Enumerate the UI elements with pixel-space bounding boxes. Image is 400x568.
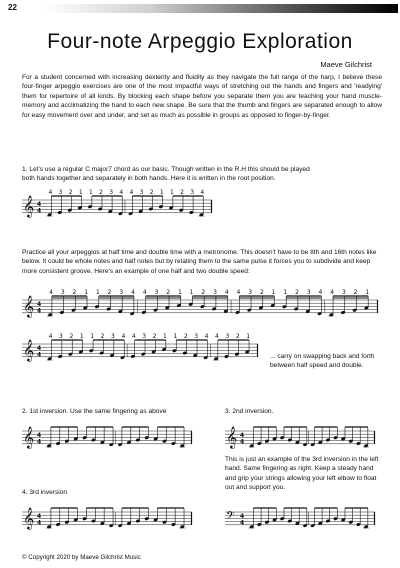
fingering-number: 2: [107, 289, 112, 296]
section-3-note: This is just an example of the 3rd inversion in the left hand. Same fingering as right. Keep a steady hand and grip your strings allowing your left elbow to float out and support you.: [225, 456, 379, 492]
staff-practice-line-2: [22, 332, 258, 368]
fingering-number: 3: [194, 333, 199, 340]
carry-on-text: ... carry on swapping back and forth between half speed and double.: [270, 353, 375, 370]
treble-clef-icon: 𝄞: [23, 507, 35, 530]
fingering-number: 1: [79, 333, 84, 340]
fingering-number: 2: [295, 289, 299, 296]
fingering-number: 2: [69, 333, 74, 340]
fingering-number: 3: [306, 289, 311, 296]
fingering-number: 1: [189, 289, 194, 296]
fingering-number: 1: [365, 289, 370, 296]
staff-3rd-inversion-left-hand: [225, 500, 375, 534]
fingering-number: 3: [111, 333, 115, 340]
fingering-number: 3: [58, 189, 63, 196]
fingering-number: 2: [259, 289, 264, 296]
section-1-text: 1. Let's use a regular C major7 chord as our basic. Though written in the R.H this should be played both hands together and separately in both hands. Here it is written in the root position.: [22, 166, 310, 183]
fingering-number: 1: [173, 333, 178, 340]
fingering-number: 1: [271, 289, 276, 296]
fingering-number: 4: [119, 189, 124, 196]
section-2-heading: 2. 1st inversion. Use the same fingering as above: [22, 408, 167, 415]
staff-root-position: [22, 188, 212, 222]
page-number: 22: [8, 3, 17, 12]
fingering-number: 4: [204, 333, 209, 340]
fingering-number: 3: [142, 333, 147, 340]
fingering-number: 1: [78, 189, 83, 196]
fingering-number: 4: [142, 289, 147, 296]
fingering-number: 2: [149, 189, 154, 196]
fingering-number: 3: [119, 289, 124, 296]
fingering-number: 4: [48, 333, 53, 340]
fingering-number: 1: [84, 289, 89, 296]
fingering-number: 3: [213, 289, 217, 296]
fingering-number: 2: [152, 333, 157, 340]
header-gradient-bar: [44, 4, 398, 13]
treble-clef-icon: 𝄞: [23, 426, 35, 449]
time-signature-top: 4: [240, 432, 245, 439]
fingering-number: 2: [166, 289, 171, 296]
fingering-number: 2: [235, 333, 240, 340]
fingering-number: 4: [48, 189, 53, 196]
fingering-number: 4: [318, 289, 323, 296]
fingering-number: 2: [180, 189, 184, 196]
fingering-number: 2: [353, 289, 358, 296]
fingering-number: 3: [59, 333, 63, 340]
fingering-number: 3: [190, 189, 195, 196]
time-signature-bottom: 4: [240, 438, 245, 446]
bass-clef-icon: 𝄢: [226, 510, 235, 525]
time-signature-top: 4: [37, 301, 42, 308]
fingering-number: 1: [170, 189, 174, 196]
fingering-number: 3: [248, 289, 253, 296]
fingering-number: 2: [201, 289, 206, 296]
section-4-heading: 4. 3rd inversion: [22, 489, 68, 496]
fingering-number: 2: [68, 189, 73, 196]
fingering-number: 2: [183, 333, 188, 340]
fingering-number: 3: [341, 289, 346, 296]
section-3-heading: 3. 2nd inversion.: [225, 408, 274, 415]
fingering-number: 1: [177, 289, 182, 296]
time-signature-top: 4: [37, 201, 42, 208]
fingering-number: 4: [131, 333, 136, 340]
time-signature-top: 4: [37, 432, 42, 439]
author-name: Maeve Gilchrist: [320, 60, 372, 69]
fingering-number: 4: [215, 333, 219, 340]
fingering-number: 3: [225, 333, 230, 340]
fingering-number: 1: [163, 333, 167, 340]
fingering-number: 4: [129, 189, 134, 196]
time-signature-top: 4: [37, 513, 42, 520]
fingering-number: 3: [139, 189, 144, 196]
time-signature-bottom: 4: [37, 519, 42, 527]
fingering-number: 4: [121, 333, 126, 340]
intro-paragraph: For a student concerned with increasing dexterity and fluidity as they navigate the full range of the harp, I believe these four-finger arpeggio exercises are one of the most impactful ways of stretching out the hands and fingers and 'readying' them for repertoire of all kinds. By blocking each shape before you separate them you are teaching your hand muscle-memory and acclimatizing the hand to each new shape. Be sure that the thumb and fingers are separated enough to allow for easy movement over and under, and set as much as possible in groups as opposed to finger-by-finger.: [22, 74, 382, 119]
time-signature-bottom: 4: [37, 438, 42, 446]
treble-clef-icon: 𝄞: [226, 426, 238, 449]
treble-clef-icon: 𝄞: [23, 295, 35, 318]
time-signature-top: 4: [37, 345, 42, 352]
time-signature-bottom: 4: [37, 351, 42, 359]
fingering-number: 3: [154, 289, 159, 296]
fingering-number: 1: [89, 189, 93, 196]
fingering-number: 1: [159, 189, 164, 196]
fingering-number: 4: [131, 289, 135, 296]
staff-3rd-inversion: [22, 500, 192, 534]
fingering-number: 1: [246, 333, 251, 340]
fingering-number: 3: [109, 189, 114, 196]
section-practice-text: Practice all your arpeggios at half time and double time with a metronome. This doesn't have to be 8th and 16th notes like below. It could be whole notes and half notes but by relating them to the same pulse it forces you to subdivide and keep more consistent groove. Here's an example of one half and two double speed:: [22, 249, 377, 275]
fingering-number: 2: [72, 289, 77, 296]
fingering-number: 4: [49, 289, 53, 296]
fingering-number: 4: [224, 289, 229, 296]
fingering-number: 1: [283, 289, 288, 296]
fingering-number: 2: [100, 333, 105, 340]
fingering-number: 4: [236, 289, 241, 296]
fingering-number: 4: [200, 189, 205, 196]
copyright-footer: © Copyright 2020 by Maeve Gilchrist Music: [22, 554, 141, 561]
treble-clef-icon: 𝄞: [23, 339, 35, 362]
time-signature-bottom: 4: [37, 207, 42, 215]
fingering-number: 3: [60, 289, 65, 296]
staff-2nd-inversion: [225, 419, 375, 453]
treble-clef-icon: 𝄞: [23, 195, 35, 218]
fingering-number: 4: [330, 289, 335, 296]
time-signature-top: 4: [240, 513, 245, 520]
fingering-number: 2: [99, 189, 103, 196]
fingering-number: 1: [90, 333, 95, 340]
fingering-number: 1: [95, 289, 100, 296]
staff-1st-inversion: [22, 419, 192, 453]
time-signature-bottom: 4: [240, 519, 245, 527]
page-title: Four-note Arpeggio Exploration: [47, 30, 353, 53]
staff-practice-line-1: [22, 288, 378, 324]
time-signature-bottom: 4: [37, 307, 42, 315]
